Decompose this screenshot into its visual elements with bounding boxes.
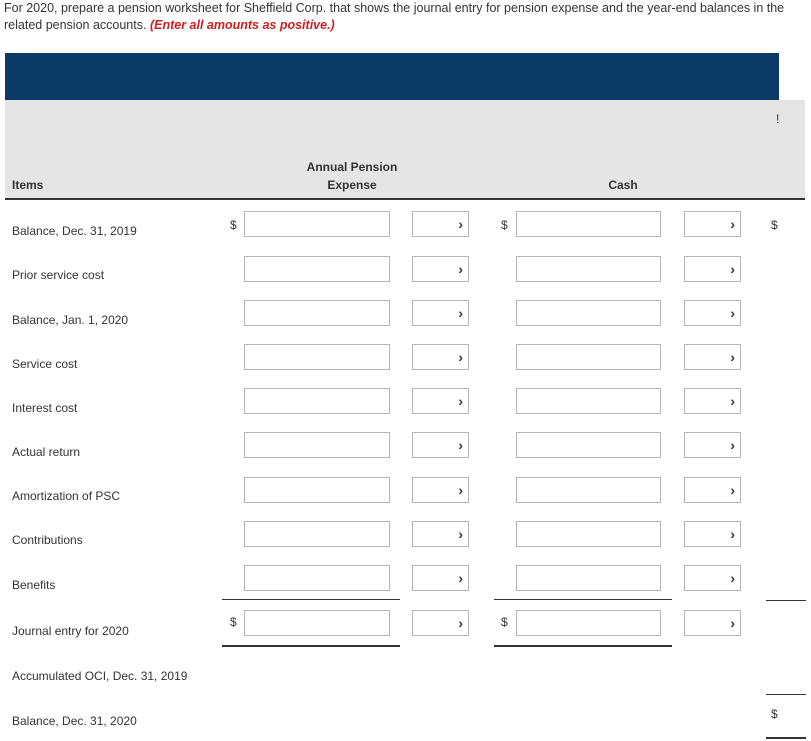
- chevron-right-icon: ›: [730, 615, 735, 631]
- pension-expense-dr-cr-select[interactable]: [412, 477, 469, 503]
- cash-input-benefits[interactable]: [516, 565, 661, 591]
- row-label-contributions: Contributions: [12, 533, 83, 547]
- row-label-service-cost: Service cost: [12, 357, 78, 371]
- pension-expense-dr-cr-select[interactable]: [412, 610, 469, 636]
- chevron-right-icon: ›: [730, 570, 735, 586]
- worksheet-title-bar: [5, 53, 779, 100]
- cash-input-interest-cost[interactable]: [516, 388, 661, 414]
- row-label-balance-dec-2020: Balance, Dec. 31, 2020: [12, 714, 137, 728]
- currency-symbol: $: [230, 615, 237, 629]
- pension-expense-input-journal-entry[interactable]: [244, 610, 390, 636]
- pension-expense-dr-cr-select[interactable]: [412, 521, 469, 547]
- cash-input-service-cost[interactable]: [516, 344, 661, 370]
- header-divider: [5, 198, 805, 200]
- cash-input-actual-return[interactable]: [516, 432, 661, 458]
- annual-pension-expense-header-line2: Expense: [327, 178, 377, 192]
- cash-dr-cr-select[interactable]: [684, 344, 741, 370]
- pension-expense-dr-cr-select[interactable]: [412, 432, 469, 458]
- chevron-right-icon: ›: [458, 393, 463, 409]
- subtotal-rule: [222, 599, 400, 600]
- total-rule: [222, 645, 400, 647]
- pension-expense-dr-cr-select[interactable]: [412, 256, 469, 282]
- chevron-right-icon: ›: [730, 482, 735, 498]
- chevron-right-icon: ›: [458, 437, 463, 453]
- currency-symbol: $: [501, 218, 508, 232]
- pension-expense-dr-cr-select[interactable]: [412, 211, 469, 237]
- cash-dr-cr-select[interactable]: [684, 565, 741, 591]
- chevron-right-icon: ›: [730, 526, 735, 542]
- chevron-right-icon: ›: [458, 216, 463, 232]
- annual-pension-expense-header: [292, 158, 412, 194]
- chevron-right-icon: ›: [458, 570, 463, 586]
- chevron-right-icon: ›: [458, 305, 463, 321]
- chevron-right-icon: ›: [730, 305, 735, 321]
- row-label-amortization-psc: Amortization of PSC: [12, 489, 121, 503]
- instructions-emphasis: (Enter all amounts as positive.): [149, 18, 335, 32]
- items-column-header: Items: [12, 178, 44, 192]
- total-rule: [766, 737, 806, 739]
- instructions-text: For 2020, prepare a pension worksheet for Sheffield Corp. that shows the journal entry for pension expense and the year-end balances in the related pension accounts.: [4, 1, 785, 32]
- currency-symbol: $: [771, 218, 778, 232]
- cash-dr-cr-select[interactable]: [684, 432, 741, 458]
- cash-column-header: Cash: [608, 178, 638, 192]
- cash-input-contributions[interactable]: [516, 521, 661, 547]
- cash-dr-cr-select[interactable]: [684, 477, 741, 503]
- pension-expense-input-amortization-psc[interactable]: [244, 477, 390, 503]
- pension-expense-dr-cr-select[interactable]: [412, 565, 469, 591]
- cash-dr-cr-select[interactable]: [684, 211, 741, 237]
- pension-expense-input-actual-return[interactable]: [244, 432, 390, 458]
- cash-dr-cr-select[interactable]: [684, 256, 741, 282]
- chevron-right-icon: ›: [458, 615, 463, 631]
- chevron-right-icon: ›: [458, 349, 463, 365]
- chevron-right-icon: ›: [730, 216, 735, 232]
- pension-expense-input-prior-service-cost[interactable]: [244, 256, 390, 282]
- chevron-right-icon: ›: [458, 261, 463, 277]
- chevron-right-icon: ›: [458, 526, 463, 542]
- subtotal-rule: [766, 694, 806, 695]
- row-label-actual-return: Actual return: [12, 445, 81, 459]
- chevron-right-icon: ›: [730, 437, 735, 453]
- total-rule: [494, 645, 672, 647]
- row-label-prior-service-cost: Prior service cost: [12, 268, 105, 282]
- currency-symbol: $: [771, 707, 778, 721]
- subtotal-rule: [494, 599, 672, 600]
- row-label-interest-cost: Interest cost: [12, 401, 78, 415]
- currency-symbol: $: [501, 615, 508, 629]
- cash-input-balance-jan-2020[interactable]: [516, 300, 661, 326]
- instructions: [4, 0, 804, 34]
- cash-dr-cr-select[interactable]: [684, 388, 741, 414]
- row-label-balance-dec-2019: Balance, Dec. 31, 2019: [12, 224, 137, 238]
- pension-expense-input-contributions[interactable]: [244, 521, 390, 547]
- cash-input-balance-dec-2019[interactable]: [516, 211, 661, 237]
- pension-expense-input-benefits[interactable]: [244, 565, 390, 591]
- cash-dr-cr-select[interactable]: [684, 521, 741, 547]
- pension-expense-dr-cr-select[interactable]: [412, 388, 469, 414]
- pension-expense-input-balance-dec-2019[interactable]: [244, 211, 390, 237]
- chevron-right-icon: ›: [730, 349, 735, 365]
- currency-symbol: $: [230, 218, 237, 232]
- row-label-benefits: Benefits: [12, 578, 56, 592]
- row-label-balance-jan-2020: Balance, Jan. 1, 2020: [12, 313, 129, 327]
- cash-dr-cr-select[interactable]: [684, 610, 741, 636]
- cash-input-amortization-psc[interactable]: [516, 477, 661, 503]
- cash-dr-cr-select[interactable]: [684, 300, 741, 326]
- pension-expense-dr-cr-select[interactable]: [412, 300, 469, 326]
- pension-expense-input-balance-jan-2020[interactable]: [244, 300, 390, 326]
- pension-expense-input-service-cost[interactable]: [244, 344, 390, 370]
- chevron-right-icon: ›: [730, 393, 735, 409]
- row-label-journal-entry-2020: Journal entry for 2020: [12, 624, 129, 638]
- chevron-right-icon: ›: [730, 261, 735, 277]
- row-label-accumulated-oci-2019: Accumulated OCI, Dec. 31, 2019: [12, 669, 188, 683]
- pension-expense-dr-cr-select[interactable]: [412, 344, 469, 370]
- subtotal-rule: [766, 600, 806, 601]
- cash-input-prior-service-cost[interactable]: [516, 256, 661, 282]
- cash-input-journal-entry[interactable]: [516, 610, 661, 636]
- pension-expense-input-interest-cost[interactable]: [244, 388, 390, 414]
- annual-pension-expense-header-line1: Annual Pension: [306, 160, 398, 174]
- chevron-right-icon: ›: [458, 482, 463, 498]
- truncated-column-mark: !: [776, 112, 780, 126]
